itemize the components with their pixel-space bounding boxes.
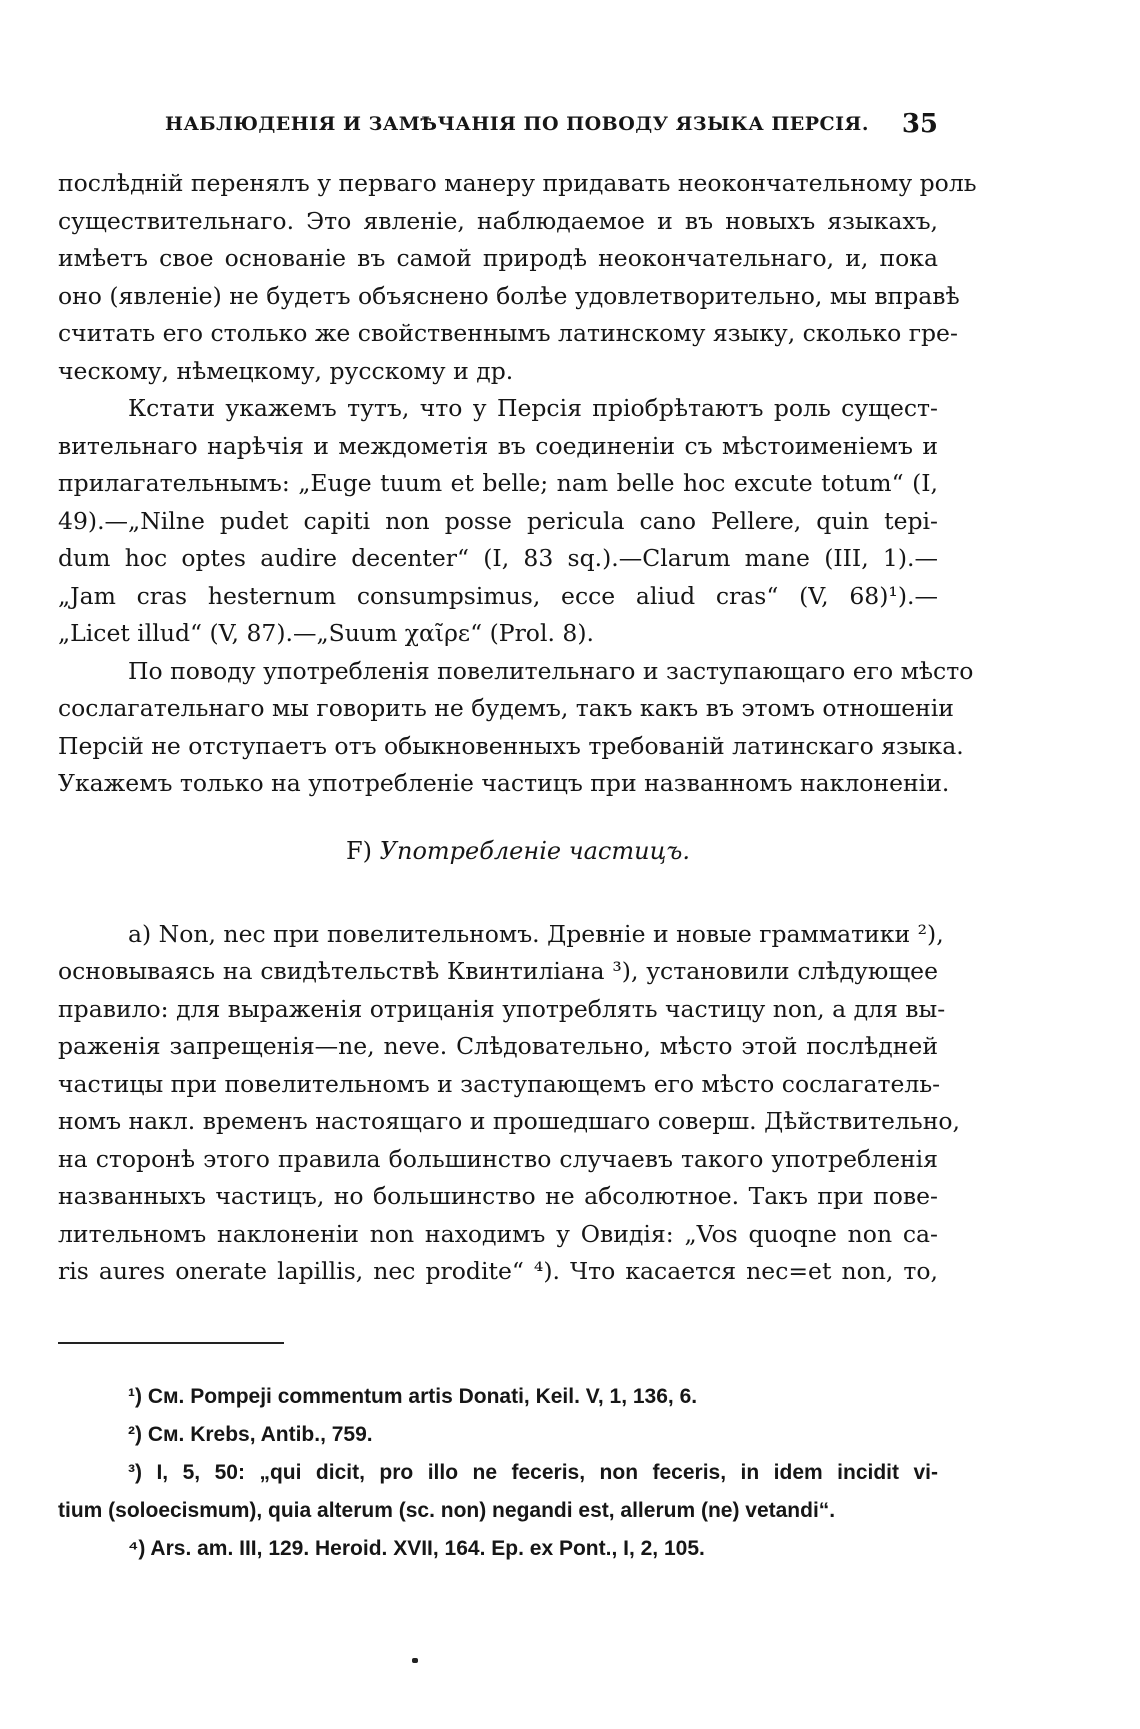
footnote: ¹) См. Pompeji commentum artis Donati, Keil. V, 1, 136, 6. bbox=[128, 1385, 698, 1408]
text-line: послѣдній перенялъ у перваго манеру придавать неокончательному роль bbox=[58, 169, 977, 197]
paragraph bbox=[58, 653, 974, 803]
text-line: dum hoc optes audire decenter“ (I, 83 sq.).—Clarum mane (III, 1).— bbox=[58, 544, 938, 572]
text-line: сослагательнаго мы говорить не будемъ, такъ какъ въ этомъ отношеніи bbox=[58, 694, 954, 722]
text-line: Кстати укажемъ тутъ, что у Персія пріобрѣтаютъ роль сущест- bbox=[128, 394, 938, 422]
spacer bbox=[58, 878, 938, 916]
text-line: номъ накл. временъ настоящаго и прошедшаго соверш. Дѣйствительно, bbox=[58, 1107, 960, 1135]
text-line: названныхъ частицъ, но большинство не абсолютное. Такъ при пове- bbox=[58, 1182, 938, 1210]
text-line: a) Non, nec при повелительномъ. Древніе и новые грамматики ²), bbox=[128, 919, 944, 948]
text-line: ris aures onerate lapillis, nec prodite“ ⁴). Что касается nec=et non, то, bbox=[58, 1257, 938, 1285]
paragraph bbox=[58, 390, 938, 653]
section-heading-title: Употребленіе частицъ. bbox=[379, 836, 690, 865]
section-heading bbox=[58, 803, 938, 878]
page-header bbox=[58, 109, 938, 147]
text-line: „Jam cras hesternum consumpsimus, ecce aliud cras“ (V, 68)¹).— bbox=[58, 581, 938, 610]
footnote-continuation: tium (soloecismum), quia alterum (sc. non) negandi est, allerum (ne) vetandi“. bbox=[58, 1499, 836, 1522]
text-line: ческому, нѣмецкому, русскому и др. bbox=[58, 356, 514, 385]
text-line: 49).—„Nilne pudet capiti non posse pericula cano Pellere, quin tepi- bbox=[58, 506, 938, 535]
paragraph bbox=[58, 916, 960, 1291]
text-line: раженія запрещенія—ne, neve. Слѣдовательно, мѣсто этой послѣдней bbox=[58, 1032, 938, 1060]
paragraph bbox=[58, 165, 977, 390]
text-line: считать его столько же свойственнымъ латинскому языку, сколько гре- bbox=[58, 319, 958, 347]
running-title: НАБЛЮДЕНІЯ И ЗАМѢЧАНІЯ ПО ПОВОДУ ЯЗЫКА ПЕРСІЯ. bbox=[165, 113, 869, 135]
text-line: оно (явленіе) не будетъ объяснено болѣе удовлетворительно, мы вправѣ bbox=[58, 281, 960, 310]
text-line: По поводу употребленія повелительнаго и заступающаго его мѣсто bbox=[128, 656, 974, 685]
footnote-divider bbox=[58, 1342, 284, 1344]
footnote: ³) I, 5, 50: „qui dicit, pro illo ne feceris, non feceris, in idem incidit vi- bbox=[128, 1461, 938, 1484]
text-line: Персій не отступаетъ отъ обыкновенныхъ требованій латинскаго языка. bbox=[58, 731, 964, 760]
text-line: частицы при повелительномъ и заступающемъ его мѣсто сослагатель- bbox=[58, 1069, 941, 1098]
text-line: „Licet illud“ (V, 87).—„Suum χαῖρε“ (Prol. 8). bbox=[58, 619, 595, 647]
footnotes bbox=[58, 1378, 938, 1568]
footnote: ⁴) Ars. am. III, 129. Heroid. XVII, 164. Ep. ex Pont., I, 2, 105. bbox=[128, 1537, 705, 1560]
text-line: лительномъ наклоненіи non находимъ у Овидія: „Vos quoqne non ca- bbox=[58, 1219, 938, 1248]
text-line: Укажемъ только на употребленіе частицъ при названномъ наклоненіи. bbox=[58, 769, 950, 797]
text-line: основываясь на свидѣтельствѣ Квинтиліана ³), установили слѣдующее bbox=[58, 957, 938, 985]
text-line: правило: для выраженія отрицанія употреблять частицу non, а для вы- bbox=[58, 994, 946, 1023]
page-number: 35 bbox=[901, 109, 938, 139]
footnote: ²) См. Krebs, Antib., 759. bbox=[128, 1423, 373, 1446]
body-text bbox=[58, 165, 977, 1291]
text-line: на сторонѣ этого правила большинство случаевъ такого употребленія bbox=[58, 1144, 938, 1173]
text-line: прилагательнымъ: „Euge tuum et belle; nam belle hoc excute totum“ (I, bbox=[58, 469, 938, 497]
text-line: вительнаго нарѣчія и междометія въ соединеніи съ мѣстоименіемъ и bbox=[58, 431, 938, 460]
text-line: существительнаго. Это явленіе, наблюдаемое и въ новыхъ языкахъ, bbox=[58, 206, 938, 235]
ink-speck bbox=[412, 1658, 418, 1663]
text-line: имѣетъ свое основаніе въ самой природѣ неокончательнаго, и, пока bbox=[58, 244, 938, 272]
section-heading-label: F) bbox=[346, 836, 373, 865]
